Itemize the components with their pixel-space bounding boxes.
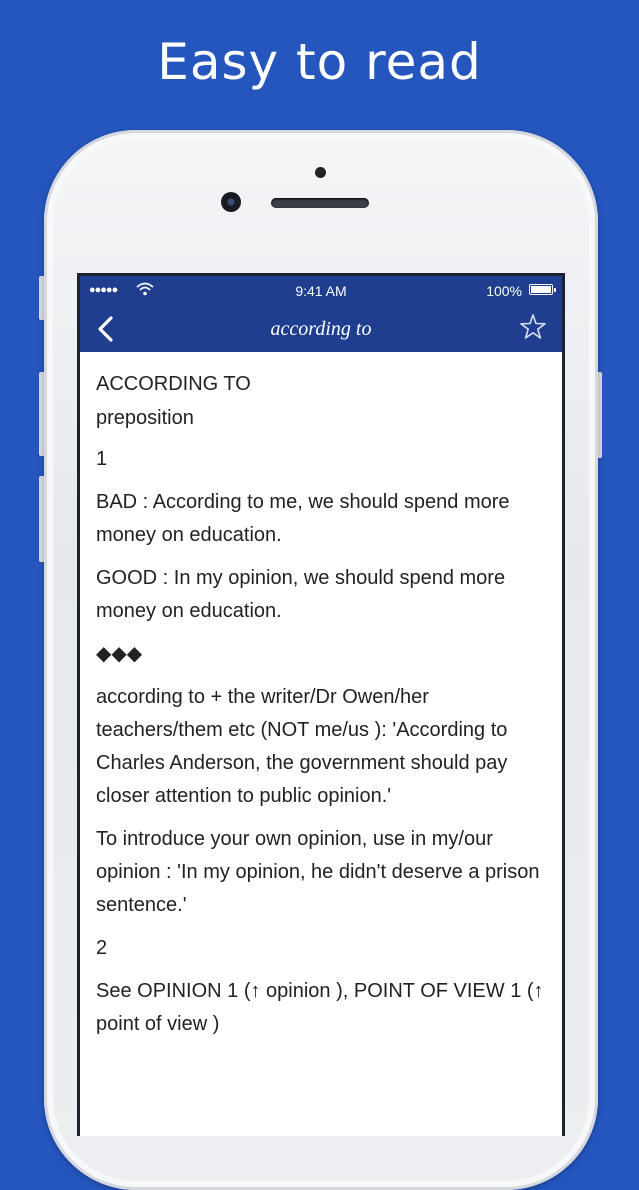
- battery-percentage: 100%: [486, 283, 522, 299]
- signal-strength-icon: ●●●●●: [89, 284, 118, 296]
- part-of-speech: preposition: [96, 407, 194, 429]
- sense-number-2: 2: [96, 937, 108, 959]
- earpiece-speaker: [271, 198, 369, 208]
- navigation-bar: [80, 306, 562, 352]
- proximity-sensor: [315, 167, 326, 178]
- entry-headword: ACCORDING TO: [96, 373, 251, 395]
- sense-number: 1: [96, 448, 108, 470]
- bad-example: BAD : According to me, we should spend more money on education.: [96, 491, 510, 546]
- front-camera: [221, 192, 241, 212]
- app-header: [80, 276, 562, 352]
- opinion-note: To introduce your own opinion, use in my/our opinion : 'In my opinion, he didn't deserve a prison sentence.': [96, 828, 540, 916]
- status-bar: [80, 276, 562, 306]
- phone-screen: [77, 273, 565, 1136]
- battery-level: [531, 286, 551, 293]
- usage-note: according to + the writer/Dr Owen/her teachers/them etc (NOT me/us ): 'According to Charles Anderson, the government should pay closer attention to public opinion.': [96, 686, 508, 807]
- battery-icon: [529, 284, 553, 295]
- good-example: GOOD : In my opinion, we should spend more money on education.: [96, 567, 506, 622]
- status-time: 9:41 AM: [295, 283, 347, 299]
- dictionary-entry: [96, 368, 552, 1051]
- entry-title: according to: [270, 318, 372, 340]
- cross-reference[interactable]: See OPINION 1 (↑ opinion ), POINT OF VIEW 1 (↑ point of view ): [96, 980, 544, 1035]
- promo-headline: Easy to read: [157, 33, 482, 91]
- separator-diamonds: ◆◆◆: [96, 643, 143, 665]
- star-outline-icon[interactable]: [518, 310, 548, 344]
